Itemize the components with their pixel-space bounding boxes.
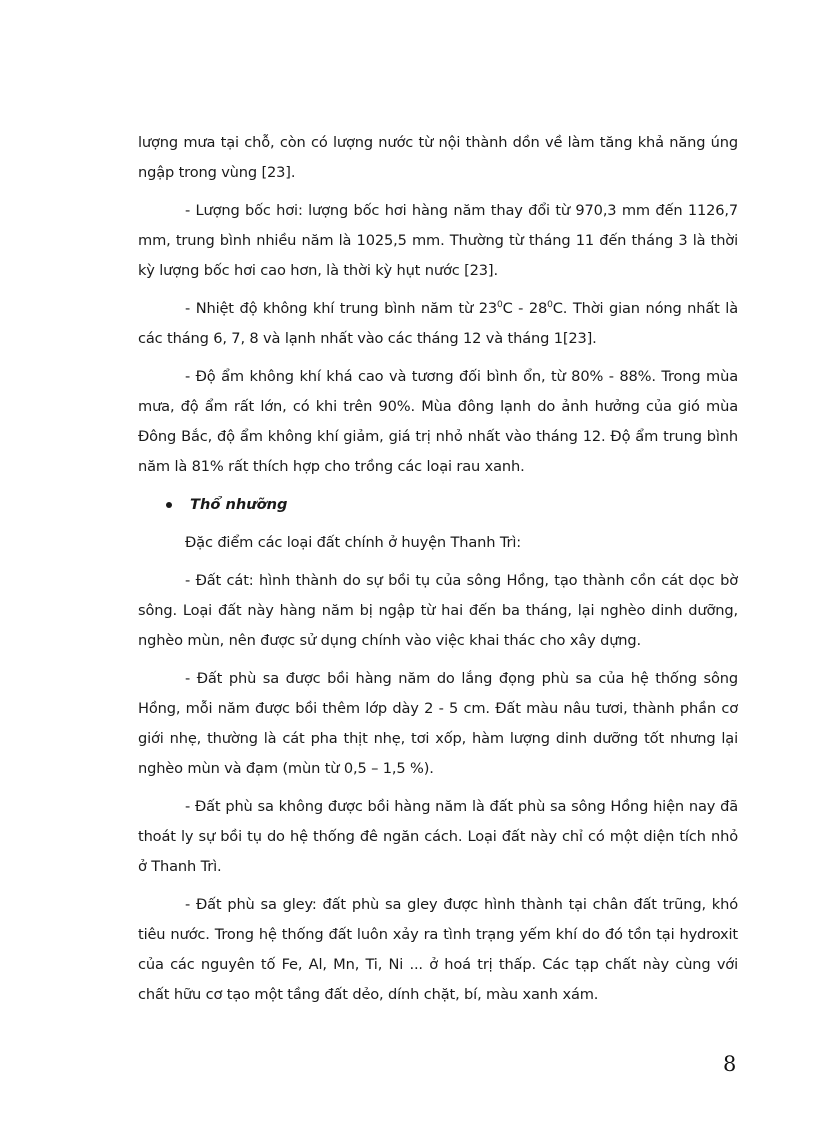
degree-superscript: 0 (496, 300, 503, 310)
paragraph-non-accreted-alluvial: - Đất phù sa không được bồi hàng năm là đất phù sa sông Hồng hiện nay đã thoát ly sự bồi tụ do hệ thống đê ngăn cách. Loại đất này chỉ có một diện tích nhỏ ở Thanh Trì. (138, 798, 738, 875)
paragraph-alluvial-soil: - Đất phù sa được bồi hàng năm do lắng đọng phù sa của hệ thống sông Hồng, mỗi năm được bồi thêm lớp dày 2 - 5 cm. Đất màu nâu tươi, thành phần cơ giới nhẹ, thường là cát pha thịt nhẹ, tơi xốp, hàm lượng dinh dưỡng tốt nhưng lại nghèo mùn và đạm (mùn từ 0,5 – 1,5 %). (138, 670, 738, 777)
paragraph-temperature (138, 294, 738, 354)
paragraph-humidity: - Độ ẩm không khí khá cao và tương đối bình ổn, từ 80% - 88%. Trong mùa mưa, độ ẩm rất lớn, có khi trên 90%. Mùa đông lạnh do ảnh hưởng của gió mùa Đông Bắc, độ ẩm không khí giảm, giá trị nhỏ nhất vào tháng 12. Độ ẩm trung bình năm là 81% rất thích hợp cho trồng các loại rau xanh. (138, 368, 738, 475)
section-heading: Thổ nhưỡng (190, 496, 288, 513)
temperature-text-2: C - 28 (502, 300, 548, 317)
paragraph-evaporation: - Lượng bốc hơi: lượng bốc hơi hàng năm thay đổi từ 970,3 mm đến 1126,7 mm, trung bình nhiều năm là 1025,5 mm. Thường từ tháng 11 đến tháng 3 là thời kỳ lượng bốc hơi cao hơn, là thời kỳ hụt nước [23]. (138, 202, 738, 279)
temperature-text-3: C. Thời gian nóng nhất là các tháng 6, 7, 8 và lạnh nhất vào các tháng 12 và tháng 1[23]. (138, 300, 738, 347)
paragraph-rainfall-continued: lượng mưa tại chỗ, còn có lượng nước từ nội thành dồn về làm tăng khả năng úng ngập trong vùng [23]. (138, 134, 738, 181)
paragraph-sandy-soil: - Đất cát: hình thành do sự bồi tụ của sông Hồng, tạo thành cồn cát dọc bờ sông. Loại đất này hàng năm bị ngập từ hai đến ba tháng, lại nghèo dinh dưỡng, nghèo mùn, nên được sử dụng chính vào việc khai thác cho xây dựng. (138, 572, 738, 649)
paragraph-gley-soil: - Đất phù sa gley: đất phù sa gley được hình thành tại chân đất trũng, khó tiêu nước. Trong hệ thống đất luôn xảy ra tình trạng yếm khí do đó tồn tại hydroxit của các nguyên tố Fe, Al, Mn, Ti, Ni ... ở hoá trị thấp. Các tạp chất này cùng với chất hữu cơ tạo một tầng đất dẻo, dính chặt, bí, màu xanh xám. (138, 896, 738, 1003)
temperature-text-1: - Nhiệt độ không khí trung bình năm từ 23 (185, 300, 497, 317)
page-number: 8 (723, 1052, 737, 1076)
body-text (138, 128, 738, 1018)
section-heading-row (138, 490, 738, 520)
degree-superscript: 0 (547, 300, 553, 310)
bullet-icon (166, 502, 172, 508)
paragraph-soil-intro: Đặc điểm các loại đất chính ở huyện Thanh Trì: (185, 534, 522, 551)
